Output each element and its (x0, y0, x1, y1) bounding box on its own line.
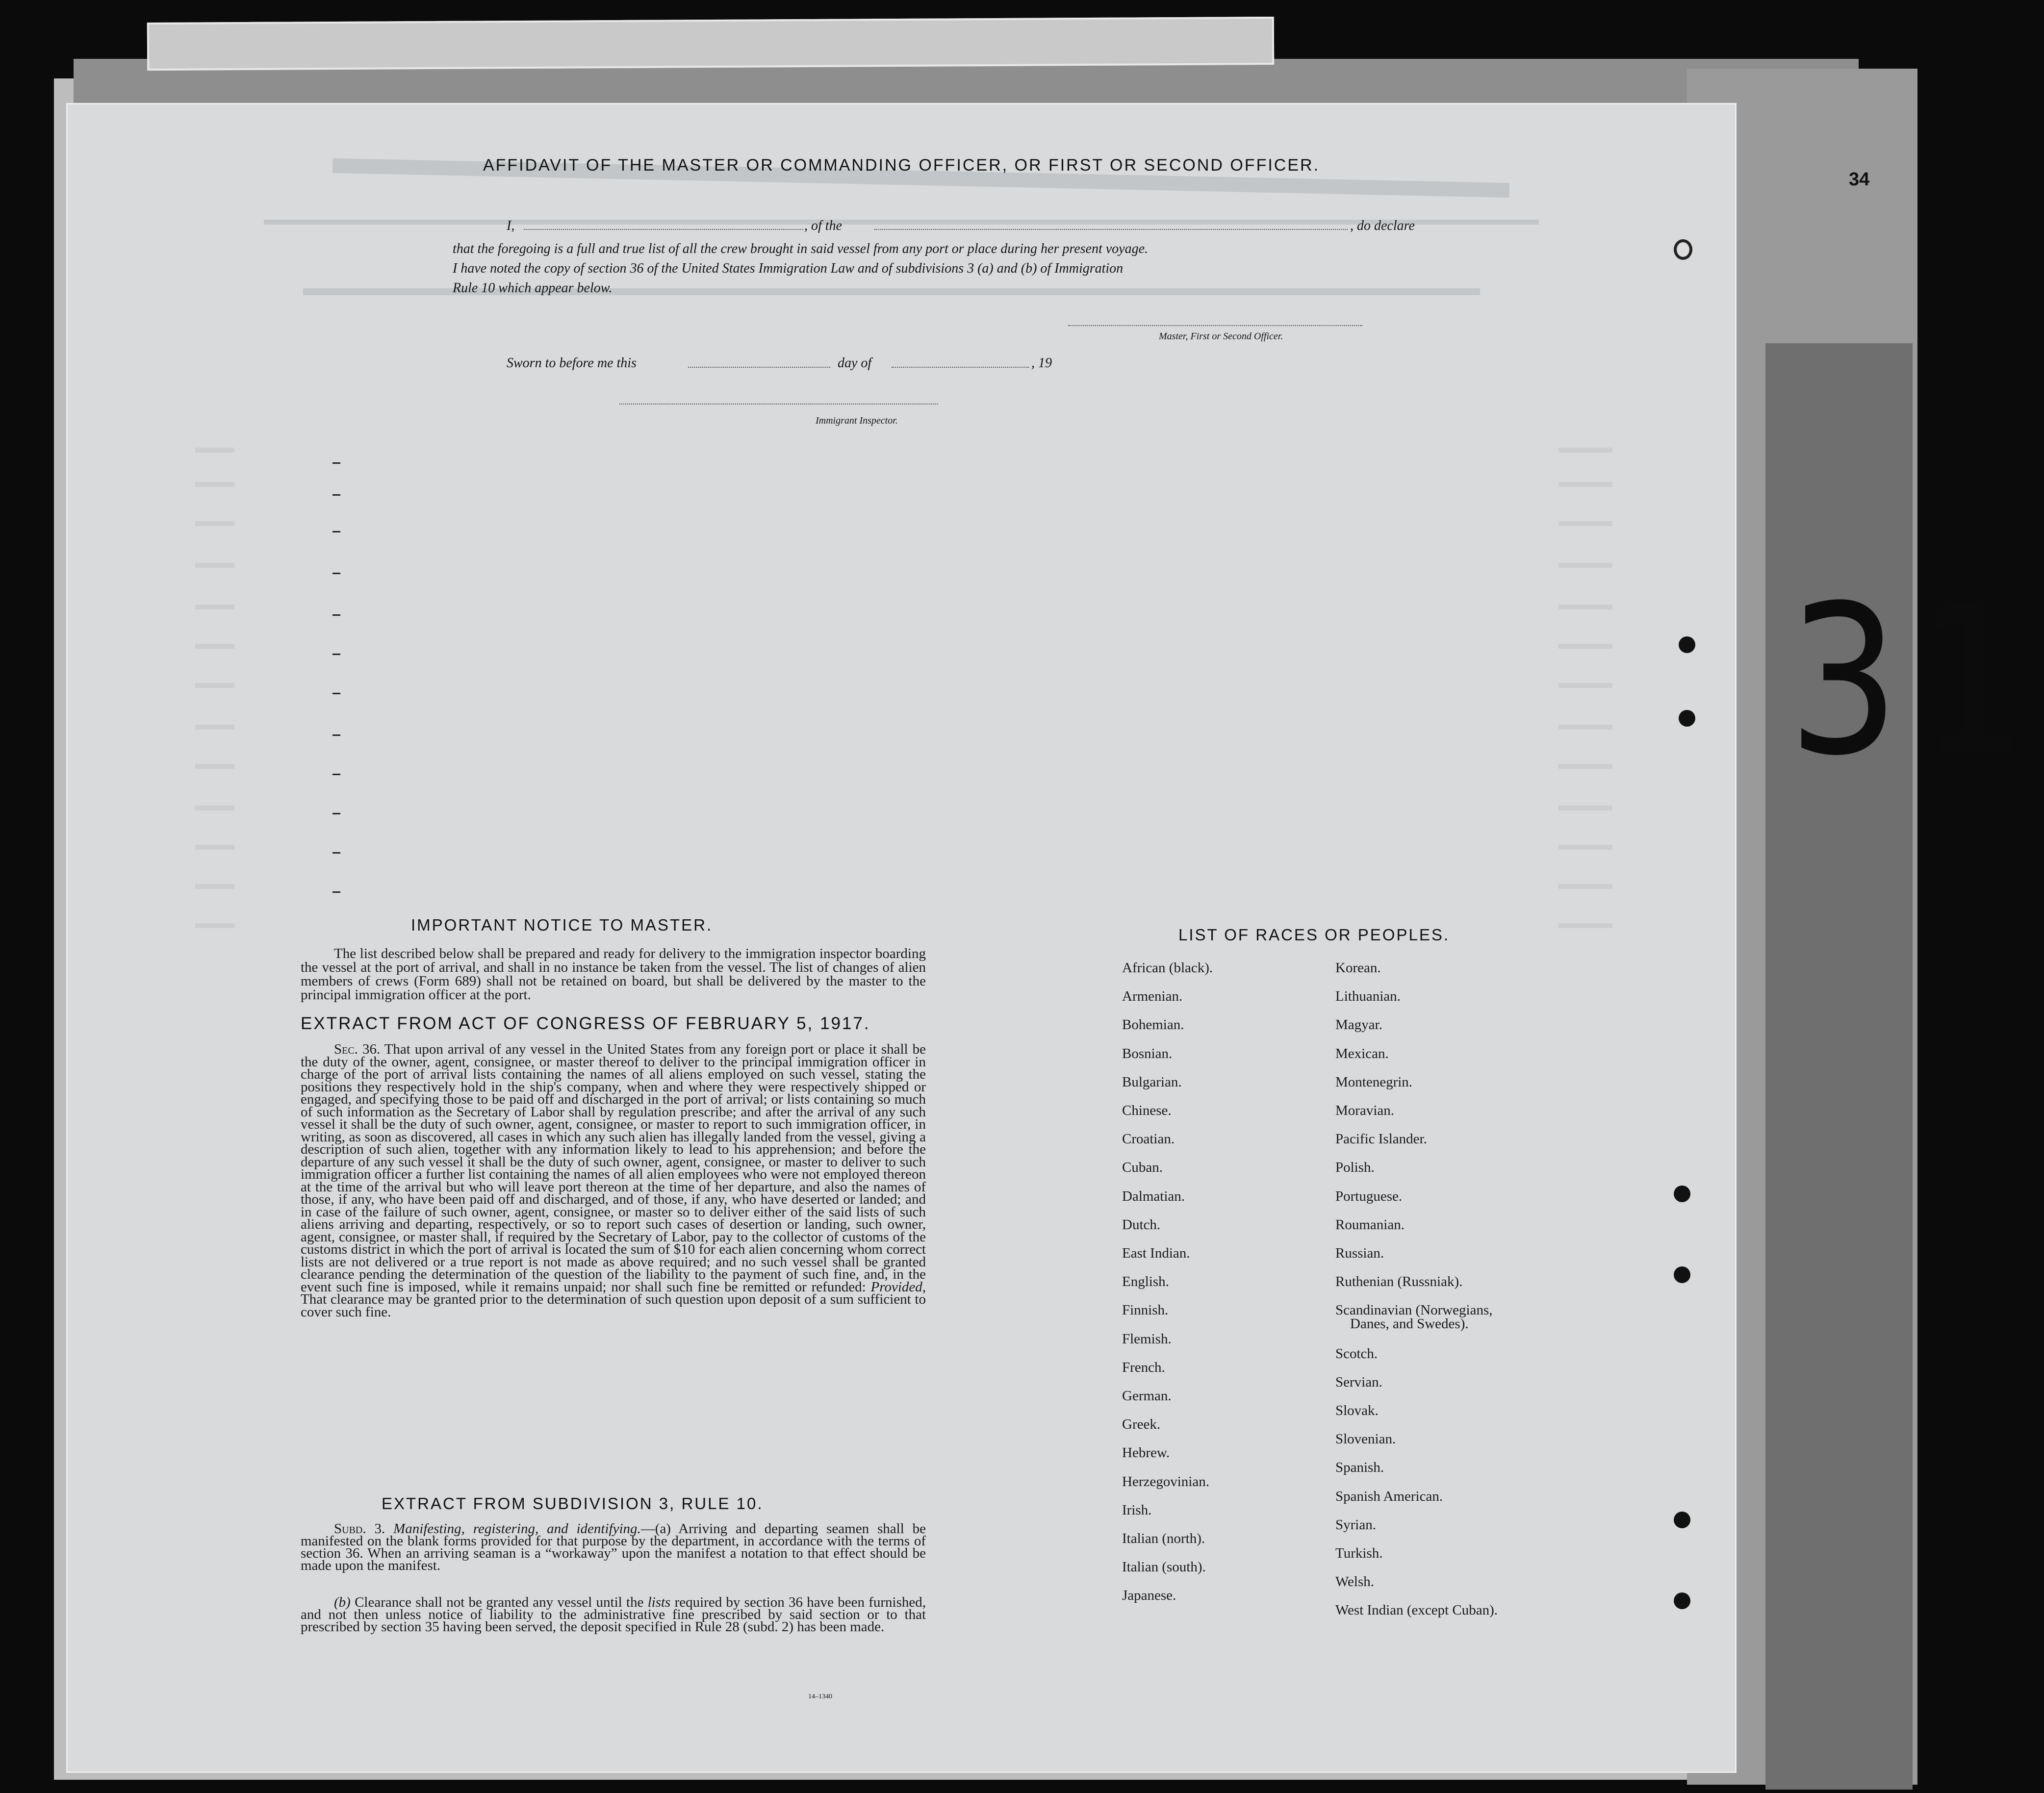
race-item: Welsh. (1335, 1574, 1375, 1590)
race-item: Greek. (1122, 1416, 1161, 1432)
race-item: Spanish. (1335, 1460, 1384, 1475)
race-item: Lithuanian. (1335, 988, 1401, 1004)
extract-rule-title: EXTRACT FROM SUBDIVISION 3, RULE 10. (382, 1494, 764, 1513)
race-item: Syrian. (1335, 1517, 1376, 1533)
affidavit-declaration (453, 239, 1448, 298)
race-item: Dutch. (1122, 1217, 1161, 1233)
subd-a-label: —(a) (640, 1521, 671, 1537)
subd-label: Subd. 3. (334, 1521, 385, 1537)
punch-hole (1674, 239, 1692, 260)
notice-text: The list described below shall be prepared and ready for delivery to the immigration inspector boarding the vessel at the port of arrival, and shall in no instance be taken from the vessel. The list of changes of alien members of crews (Form 689) shall not be retained on board, but shall be delivered by the master to the principal immigration officer at the port. (301, 946, 926, 1003)
race-item: Servian. (1335, 1374, 1382, 1390)
extract-rule-a (301, 1523, 926, 1572)
punch-hole (1674, 1512, 1690, 1528)
affidavit-title: AFFIDAVIT OF THE MASTER OR COMMANDING OFFICER, OR FIRST OR SECOND OFFICER. (483, 156, 1320, 175)
notice-title: IMPORTANT NOTICE TO MASTER. (411, 916, 713, 934)
races-left-column (1122, 960, 1318, 1744)
race-item: Magyar. (1335, 1017, 1382, 1033)
race-item: Hebrew. (1122, 1445, 1170, 1461)
vessel-blank[interactable] (874, 229, 1348, 230)
race-item: Mexican. (1335, 1046, 1389, 1061)
race-item: Moravian. (1335, 1103, 1394, 1118)
punch-hole (1674, 1592, 1690, 1609)
race-item: Slovenian. (1335, 1431, 1396, 1447)
punch-hole (1674, 1266, 1690, 1283)
race-item: Portuguese. (1335, 1188, 1403, 1204)
race-item: Scotch. (1335, 1346, 1378, 1362)
punch-hole (1679, 636, 1695, 653)
sworn-month-blank[interactable] (892, 367, 1029, 368)
extract-act-title: EXTRACT FROM ACT OF CONGRESS OF FEBRUARY 5, 1917. (301, 1014, 870, 1033)
race-item: Irish. (1122, 1502, 1152, 1518)
sworn-year: , 19 (1031, 355, 1052, 371)
subd-b-label: (b) (334, 1594, 351, 1610)
race-item: Bosnian. (1122, 1046, 1173, 1061)
race-item: Turkish. (1335, 1545, 1383, 1561)
manifest-page (66, 103, 1737, 1773)
master-signature-label: Master, First or Second Officer. (1159, 331, 1283, 342)
race-item: Roumanian. (1335, 1217, 1405, 1233)
race-item: Russian. (1335, 1245, 1384, 1261)
form-number: 14–1340 (808, 1693, 832, 1700)
sworn-day-of: day of (838, 355, 872, 371)
name-blank[interactable] (524, 229, 803, 230)
race-item: Japanese. (1122, 1588, 1176, 1603)
race-item: Cuban. (1122, 1160, 1163, 1175)
affidavit-line1-start: I, (507, 218, 515, 233)
sworn-text: Sworn to before me this (507, 355, 637, 371)
race-item: Polish. (1335, 1160, 1375, 1175)
race-item: Flemish. (1122, 1331, 1172, 1347)
race-item: Herzegovinian. (1122, 1474, 1209, 1490)
race-item: African (black). (1122, 960, 1213, 976)
margin-mark-right: 34 (1849, 169, 1870, 190)
sworn-day-blank[interactable] (688, 367, 830, 368)
affidavit-line1-mid: , of the (804, 218, 842, 233)
inspector-label: Immigrant Inspector. (816, 415, 898, 426)
subd-heading: Manifesting, registering, and identifying. (393, 1521, 641, 1537)
back-sheet-right-shadow (1765, 343, 1913, 1790)
race-item: Danes, and Swedes). (1350, 1316, 1469, 1332)
race-item: Bohemian. (1122, 1017, 1184, 1033)
affidavit-line2: that the foregoing is a full and true list of all the crew brought in said vessel from any port or place during her present voyage. (453, 241, 1149, 256)
race-item: Scandinavian (Norwegians, (1335, 1302, 1493, 1318)
proviso-text: That clearance may be granted prior to the determination of such question upon deposit of a sum sufficient to cover such fine. (301, 1291, 926, 1320)
back-sheet-edge (147, 17, 1274, 71)
race-item: Bulgarian. (1122, 1074, 1182, 1090)
section-body: That upon arrival of any vessel in the United States from any foreign port or place it shall be the duty of the owner, agent, consignee, or master thereof to deliver to the principal immigration officer in charge of the port of arrival lists containing the names of all aliens employed on such vessel, stating the positions they respectively hold in the ship's company, when and where they were respectively shipped or engaged, and specifying those to be paid off and discharged in the port of arrival; or lists containing so much of such information as the Secretary of Labor shall by regulation prescribe; and after the arrival of any such vessel it shall be the duty of such owner, agent, consignee, or master to report to such immigration officer, in writing, as soon as discovered, all cases in which any such alien has illegally landed from the vessel, giving a description of such alien, together with any information likely to lead to his apprehension; and before the departure of any such vessel it shall be the duty of such owner, agent, consignee, or master to deliver to such immigration officer a further list containing the names of all alien employees who were not employed thereon at the time of the arrival but who will leave port thereon at the time of her departure, and also the names of those, if any, who have been paid off and discharged, and of those, if any, who have deserted or landed; and in case of the failure of such owner, agent, consignee, or master so to deliver either of the said lists of such aliens arriving and departing, respectively, or so to report such cases of desertion or landing, such owner, agent, consignee, or master shall, if required by the Secretary of Labor, pay to the collector of customs of the customs district in which the port of arrival is located the sum of $10 for each alien concerning whom correct lists are not delivered or a true report is not made as above required; and no such vessel shall be granted clearance pending the determination of the question of the liability to the payment of such fine, and, in the event such fine is imposed, while it remains unpaid; nor shall such fine be remitted or refunded: (301, 1041, 926, 1295)
race-item: Pacific Islander. (1335, 1131, 1427, 1147)
subd-b-text-1: Clearance shall not be granted any vessel until the (355, 1594, 644, 1610)
affidavit-line1-end: , do declare (1350, 218, 1415, 233)
section-label: Sec. 36. (334, 1041, 381, 1057)
subd-b-lists: lists (647, 1594, 671, 1610)
extract-act-text (301, 1043, 926, 1318)
race-item: Finnish. (1122, 1302, 1169, 1318)
race-item: Chinese. (1122, 1103, 1172, 1118)
master-signature-line[interactable] (1068, 325, 1362, 326)
handwritten-page-number: 31 (1788, 561, 2044, 801)
affidavit-line3: I have noted the copy of section 36 of the United States Immigration Law and of subdivisions 3 (a) and (b) of Immigration (453, 261, 1124, 276)
race-item: Italian (north). (1122, 1531, 1205, 1546)
race-item: Korean. (1335, 960, 1381, 976)
race-item: Dalmatian. (1122, 1188, 1185, 1204)
race-item: Spanish American. (1335, 1489, 1443, 1504)
race-item: East Indian. (1122, 1245, 1190, 1261)
races-right-column (1335, 960, 1610, 1744)
affidavit-line4: Rule 10 which appear below. (453, 280, 613, 296)
race-item: Italian (south). (1122, 1559, 1206, 1575)
races-title: LIST OF RACES OR PEOPLES. (1178, 926, 1450, 944)
extract-rule-b (301, 1596, 926, 1633)
punch-hole (1674, 1186, 1690, 1202)
race-item: English. (1122, 1274, 1169, 1289)
race-item: French. (1122, 1360, 1165, 1375)
race-item: West Indian (except Cuban). (1335, 1602, 1498, 1618)
punch-hole (1679, 710, 1695, 727)
race-item: Armenian. (1122, 988, 1183, 1004)
race-item: Croatian. (1122, 1131, 1175, 1147)
subd-b-text-2: required by section 36 have been furnished, and not then unless notice of liability to the administrative fine prescribed by said section or to that prescribed by section 35 having been served, the deposit specified in Rule 28 (subd. 2) has been made. (301, 1594, 926, 1635)
subd-a-text: Arriving and departing seamen shall be manifested on the blank forms provided for that purpose by the department, in accordance with the terms of section 36. When an arriving seaman is a “workaway” upon the manifest a notation to that effect should be made upon the manifest. (301, 1521, 926, 1573)
race-item: German. (1122, 1388, 1172, 1404)
race-item: Montenegrin. (1335, 1074, 1413, 1090)
race-item: Ruthenian (Russniak). (1335, 1274, 1463, 1289)
race-item: Slovak. (1335, 1403, 1379, 1418)
proviso-label: Provided, (870, 1279, 926, 1295)
